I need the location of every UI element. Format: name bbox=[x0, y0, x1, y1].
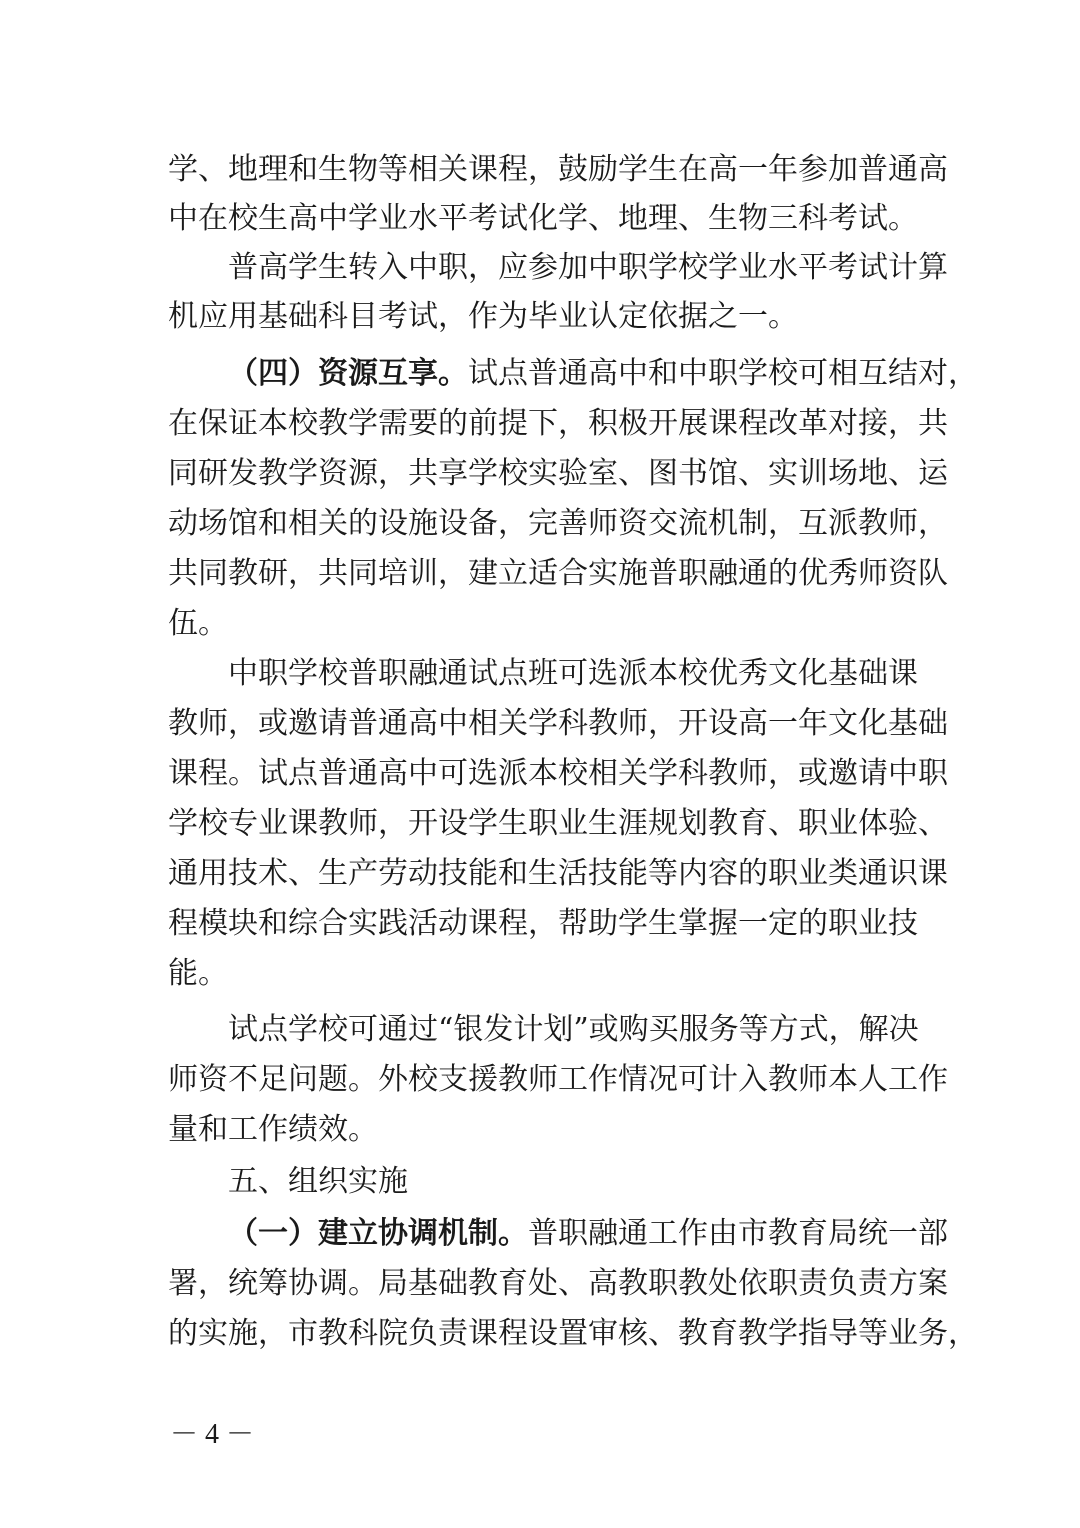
paragraph-line: 能。 bbox=[168, 956, 228, 991]
paragraph-line: 量和工作绩效。 bbox=[168, 1112, 378, 1147]
paragraph-line: 共同教研，共同培训，建立适合实施普职融通的优秀师资队 bbox=[168, 556, 948, 591]
paragraph-line bbox=[228, 1216, 948, 1252]
paragraph-line: 通用技术、生产劳动技能和生活技能等内容的职业类通识课 bbox=[168, 856, 948, 891]
paragraph-line: 署，统筹协调。局基础教育处、高教职教处依职责负责方案 bbox=[168, 1266, 948, 1301]
paragraph-line: 伍。 bbox=[168, 606, 228, 641]
subsection-heading: （四）资源互享。 bbox=[228, 356, 468, 391]
paragraph-line: 中在校生高中学业水平考试化学、地理、生物三科考试。 bbox=[168, 201, 918, 236]
paragraph-line: 试点学校可通过“银发计划”或购买服务等方式，解决 bbox=[228, 1012, 919, 1047]
paragraph-line: 学校专业课教师，开设学生职业生涯规划教育、职业体验、 bbox=[168, 806, 948, 841]
paragraph-line: 师资不足问题。外校支援教师工作情况可计入教师本人工作 bbox=[168, 1062, 948, 1097]
paragraph-line: 的实施，市教科院负责课程设置审核、教育教学指导等业务， bbox=[168, 1316, 978, 1351]
subsection-heading: （一）建立协调机制。 bbox=[228, 1216, 528, 1251]
paragraph-line bbox=[228, 356, 978, 392]
page-number: － 4 － bbox=[170, 1419, 255, 1450]
paragraph-line: 同研发教学资源，共享学校实验室、图书馆、实训场地、运 bbox=[168, 456, 948, 491]
paragraph-line: 中职学校普职融通试点班可选派本校优秀文化基础课 bbox=[228, 656, 918, 691]
paragraph-line: 在保证本校教学需要的前提下，积极开展课程改革对接，共 bbox=[168, 406, 948, 441]
paragraph-line: 课程。试点普通高中可选派本校相关学科教师，或邀请中职 bbox=[168, 756, 948, 791]
paragraph-line: 程模块和综合实践活动课程，帮助学生掌握一定的职业技 bbox=[168, 906, 918, 941]
paragraph-text: 试点普通高中和中职学校可相互结对， bbox=[468, 356, 978, 391]
section-heading: 五、组织实施 bbox=[228, 1164, 408, 1199]
paragraph-text: 普职融通工作由市教育局统一部 bbox=[528, 1216, 948, 1251]
paragraph-line: 动场馆和相关的设施设备，完善师资交流机制，互派教师， bbox=[168, 506, 948, 541]
paragraph-line: 学、地理和生物等相关课程，鼓励学生在高一年参加普通高 bbox=[168, 152, 948, 187]
paragraph-line: 教师，或邀请普通高中相关学科教师，开设高一年文化基础 bbox=[168, 706, 948, 741]
paragraph-line: 机应用基础科目考试，作为毕业认定依据之一。 bbox=[168, 299, 798, 334]
paragraph-line: 普高学生转入中职，应参加中职学校学业水平考试计算 bbox=[228, 250, 948, 285]
